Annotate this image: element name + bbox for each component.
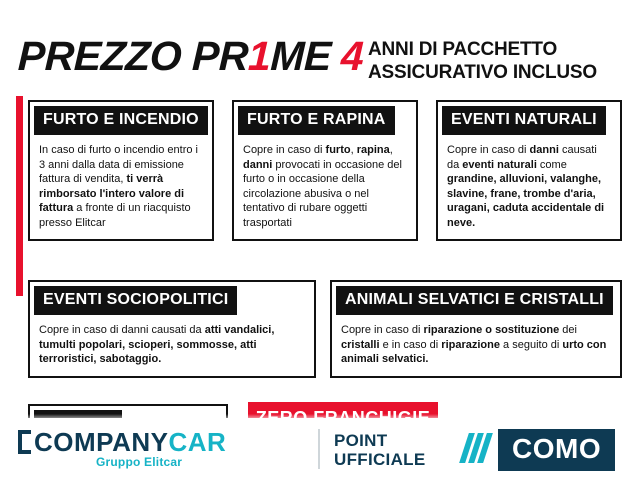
card-body: In caso di furto o incendio entro i 3 anni dalla data di emissione fattura di vendita, ti verrà rimborsato l'intero valore di fattura a fronte di un riacquisto presso Elitcar [28, 135, 214, 241]
card-body: Copre in caso di furto, rapina, danni provocati in occasione del furto o in occasione della circolazione abusiva o nel tentativo di rubare oggetti trasportati [232, 135, 418, 241]
header-subtitle-line2: ASSICURATIVO INCLUSO [368, 62, 597, 83]
card-title: FURTO E RAPINA [238, 106, 395, 135]
card-title: EVENTI SOCIOPOLITICI [34, 286, 237, 315]
headline-part1: PREZZO PR [17, 33, 249, 79]
red-accent-bar [16, 96, 23, 296]
card-animali-cristalli [330, 280, 622, 378]
logo-word-part1: COMPANY [34, 427, 169, 457]
point-line2: UFFICIALE [334, 450, 426, 469]
point-ufficiale [334, 431, 425, 469]
big-number: 4 [340, 33, 365, 79]
card-eventi-naturali [436, 100, 622, 241]
card-title-wrap [436, 100, 622, 135]
point-line1: POINT [334, 431, 388, 450]
city-badge: COMO [498, 429, 615, 471]
card-eventi-sociopolitici [28, 280, 316, 378]
slashes-icon [464, 433, 491, 463]
header [0, 14, 640, 86]
card-body: Copre in caso di riparazione o sostituzione dei cristalli e in caso di riparazione a seguito di urto con animali selvatici. [330, 315, 622, 378]
header-subtitle-line1: ANNI DI PACCHETTO [368, 39, 558, 60]
card-body: Copre in caso di danni causati da eventi naturali come grandine, alluvioni, valanghe, slavine, frane, trombe d'aria, uragani, caduta accidentale di neve. [436, 135, 622, 241]
card-title-wrap [232, 100, 418, 135]
card-furto-incendio [28, 100, 214, 241]
logo-subtitle: Gruppo Elitcar [96, 455, 183, 469]
card-body: Copre in caso di danni causati da atti vandalici, tumulti popolari, scioperi, sommosse, atti terroristici, sabotaggio. [28, 315, 316, 378]
headline-highlight: 1 [247, 33, 272, 79]
bracket-icon [18, 430, 31, 454]
card-title: ANIMALI SELVATICI E CRISTALLI [336, 286, 613, 315]
footer-inner [0, 419, 640, 478]
logo-wordmark [34, 429, 226, 455]
header-subtitle [368, 38, 597, 84]
footer-divider [318, 429, 320, 469]
card-furto-rapina [232, 100, 418, 241]
card-title-wrap [28, 280, 316, 315]
companycar-logo [18, 429, 226, 455]
card-title: EVENTI NATURALI [442, 106, 606, 135]
headline [18, 34, 364, 78]
footer [0, 418, 640, 478]
headline-part2: ME [269, 33, 332, 79]
card-title-wrap [28, 100, 214, 135]
card-title-wrap [330, 280, 622, 315]
logo-word-part2: CAR [168, 427, 227, 457]
card-title: FURTO E INCENDIO [34, 106, 208, 135]
headline-text [17, 34, 331, 78]
